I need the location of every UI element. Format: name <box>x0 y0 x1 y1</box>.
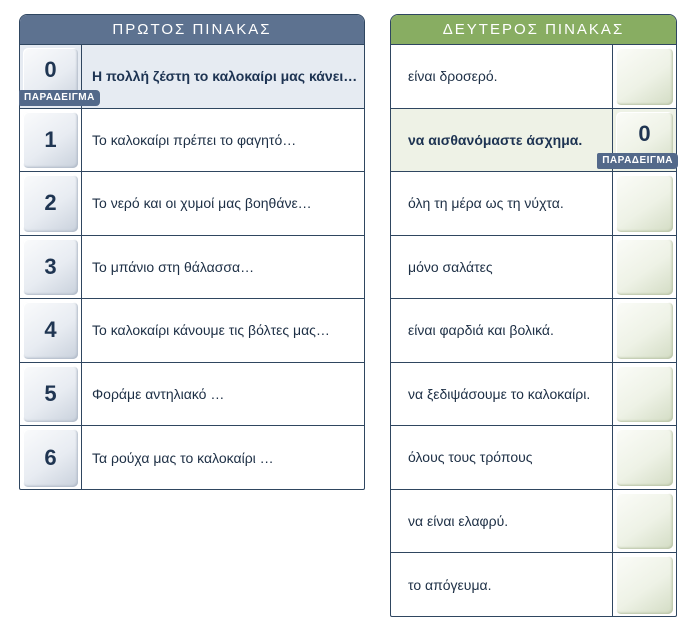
right-row-7 <box>391 490 676 554</box>
second-table <box>390 14 677 617</box>
sentence-end: είναι δροσερό. <box>408 68 498 85</box>
sentence-end: όλους τους τρόπους <box>408 449 533 466</box>
left-row-4 <box>20 299 364 363</box>
number-cell <box>20 363 82 426</box>
answer-cell <box>612 299 676 362</box>
right-row-4 <box>391 299 676 363</box>
number-box: 0 <box>23 48 78 105</box>
answer-box[interactable] <box>616 493 673 550</box>
sentence-end: μόνο σαλάτες <box>408 258 493 275</box>
number-box: 2 <box>23 175 78 232</box>
right-row-2 <box>391 172 676 236</box>
sentence-start: Το νερό και οι χυμοί μας βοηθάνε… <box>92 195 312 212</box>
sentence-start: Η πολλή ζέστη το καλοκαίρι μας κάνει… <box>92 68 358 85</box>
answer-cell <box>612 45 676 108</box>
number-cell <box>20 109 82 172</box>
sentence-end: το απόγευμα. <box>408 576 492 593</box>
sentence-end: όλη τη μέρα ως τη νύχτα. <box>408 195 564 212</box>
first-table <box>19 14 365 490</box>
number-cell <box>20 426 82 490</box>
sentence-start: Το καλοκαίρι πρέπει το φαγητό… <box>92 131 297 148</box>
sentence-end: είναι φαρδιά και βολικά. <box>408 322 554 339</box>
answer-cell <box>612 553 676 617</box>
answer-cell <box>612 426 676 489</box>
right-row-0 <box>391 45 676 109</box>
answer-cell <box>612 363 676 426</box>
answer-box[interactable] <box>616 239 673 296</box>
answer-box[interactable] <box>616 429 673 486</box>
answer-box[interactable] <box>616 556 673 614</box>
first-table-title: ΠΡΩΤΟΣ ΠΙΝΑΚΑΣ <box>20 15 364 45</box>
answer-box[interactable] <box>616 175 673 232</box>
right-row-8 <box>391 553 676 617</box>
number-cell <box>20 172 82 235</box>
sentence-start: Το καλοκαίρι κάνουμε τις βόλτες μας… <box>92 322 330 339</box>
answer-box[interactable] <box>616 366 673 423</box>
number-cell <box>20 299 82 362</box>
number-box: 1 <box>23 112 78 169</box>
right-row-3 <box>391 236 676 300</box>
answer-box: 0 <box>616 112 673 169</box>
right-row-1 <box>391 109 676 173</box>
number-cell <box>20 236 82 299</box>
sentence-start: Το μπάνιο στη θάλασσα… <box>92 258 255 275</box>
left-row-5 <box>20 363 364 427</box>
answer-cell <box>612 172 676 235</box>
left-row-3 <box>20 236 364 300</box>
answer-box[interactable] <box>616 302 673 359</box>
sentence-end: να ξεδιψάσουμε το καλοκαίρι. <box>408 385 591 402</box>
sentence-start: Τα ρούχα μας το καλοκαίρι … <box>92 449 274 466</box>
sentence-end: να αισθανόμαστε άσχημα. <box>408 131 583 148</box>
left-row-0 <box>20 45 364 109</box>
answer-cell <box>612 236 676 299</box>
number-box: 4 <box>23 302 78 359</box>
number-box: 5 <box>23 366 78 423</box>
right-row-5 <box>391 363 676 427</box>
second-table-title: ΔΕΥΤΕΡΟΣ ΠΙΝΑΚΑΣ <box>391 15 676 45</box>
right-row-6 <box>391 426 676 490</box>
number-box: 6 <box>23 429 78 487</box>
left-row-2 <box>20 172 364 236</box>
answer-cell <box>612 490 676 553</box>
left-row-1 <box>20 109 364 173</box>
example-badge: ΠΑΡΑΔΕΙΓΜΑ <box>597 153 678 169</box>
left-row-6 <box>20 426 364 490</box>
answer-box[interactable] <box>616 48 673 105</box>
sentence-end: να είναι ελαφρύ. <box>408 512 509 529</box>
number-box: 3 <box>23 239 78 296</box>
sentence-start: Φοράμε αντηλιακό … <box>92 385 225 402</box>
example-badge: ΠΑΡΑΔΕΙΓΜΑ <box>19 90 100 106</box>
